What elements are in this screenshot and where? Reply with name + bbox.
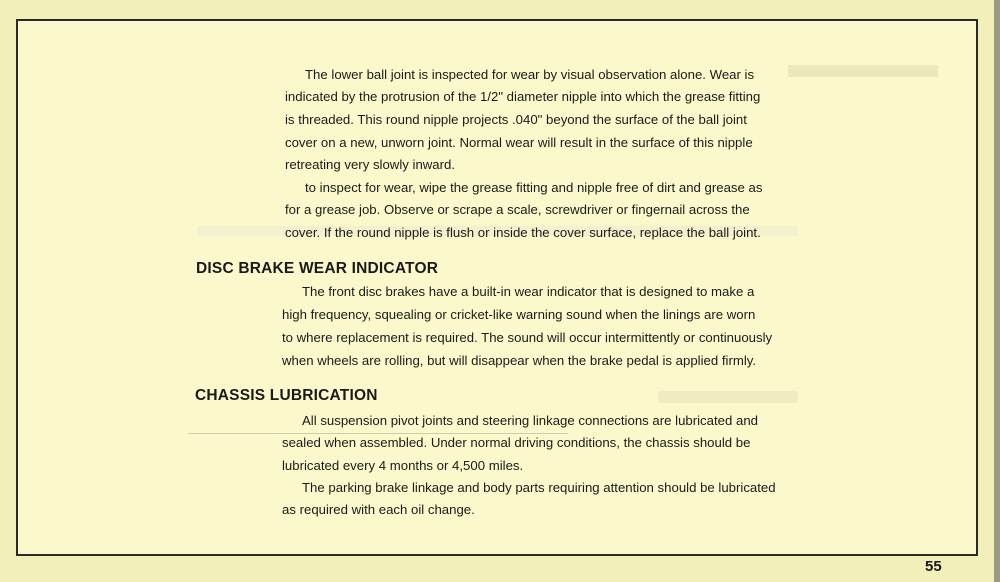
ball-joint-line-2: indicated by the protrusion of the 1/2" diameter nipple into which the grease fitting <box>285 89 761 104</box>
ball-joint-line-8: cover. If the round nipple is flush or inside the cover surface, replace the ball joint. <box>285 225 761 240</box>
disc-brake-line-2: high frequency, squealing or cricket-like warning sound when the linings are worn <box>282 307 756 322</box>
disc-brake-line-3: to where replacement is required. The sound will occur intermittently or continuously <box>282 330 773 345</box>
disc-brake-heading: DISC BRAKE WEAR INDICATOR <box>196 260 439 277</box>
chassis-heading: CHASSIS LUBRICATION <box>195 387 378 404</box>
disc-brake-line-4: when wheels are rolling, but will disappear when the brake pedal is applied firmly. <box>282 353 757 368</box>
chassis-line-2: sealed when assembled. Under normal driving conditions, the chassis should be <box>282 435 751 450</box>
chassis-line-5: as required with each oil change. <box>282 502 475 517</box>
chassis-line-3: lubricated every 4 months or 4,500 miles. <box>282 458 524 473</box>
ball-joint-line-7: for a grease job. Observe or scrape a scale, screwdriver or fingernail across the <box>285 202 750 217</box>
page-number: 55 <box>925 558 942 575</box>
page-edge <box>994 0 1000 582</box>
ball-joint-line-3: is threaded. This round nipple projects .040" beyond the surface of the ball joint <box>285 112 747 127</box>
ball-joint-line-4: cover on a new, unworn joint. Normal wear will result in the surface of this nipple <box>285 135 753 150</box>
ball-joint-line-6: to inspect for wear, wipe the grease fitting and nipple free of dirt and grease as <box>305 180 763 195</box>
chassis-line-1: All suspension pivot joints and steering linkage connections are lubricated and <box>302 413 758 428</box>
chassis-line-4: The parking brake linkage and body parts requiring attention should be lubricated <box>302 480 776 495</box>
ball-joint-line-1: The lower ball joint is inspected for wear by visual observation alone. Wear is <box>305 67 755 82</box>
disc-brake-line-1: The front disc brakes have a built-in wear indicator that is designed to make a <box>302 284 755 299</box>
ball-joint-line-5: retreating very slowly inward. <box>285 157 456 172</box>
content-frame <box>16 19 978 556</box>
